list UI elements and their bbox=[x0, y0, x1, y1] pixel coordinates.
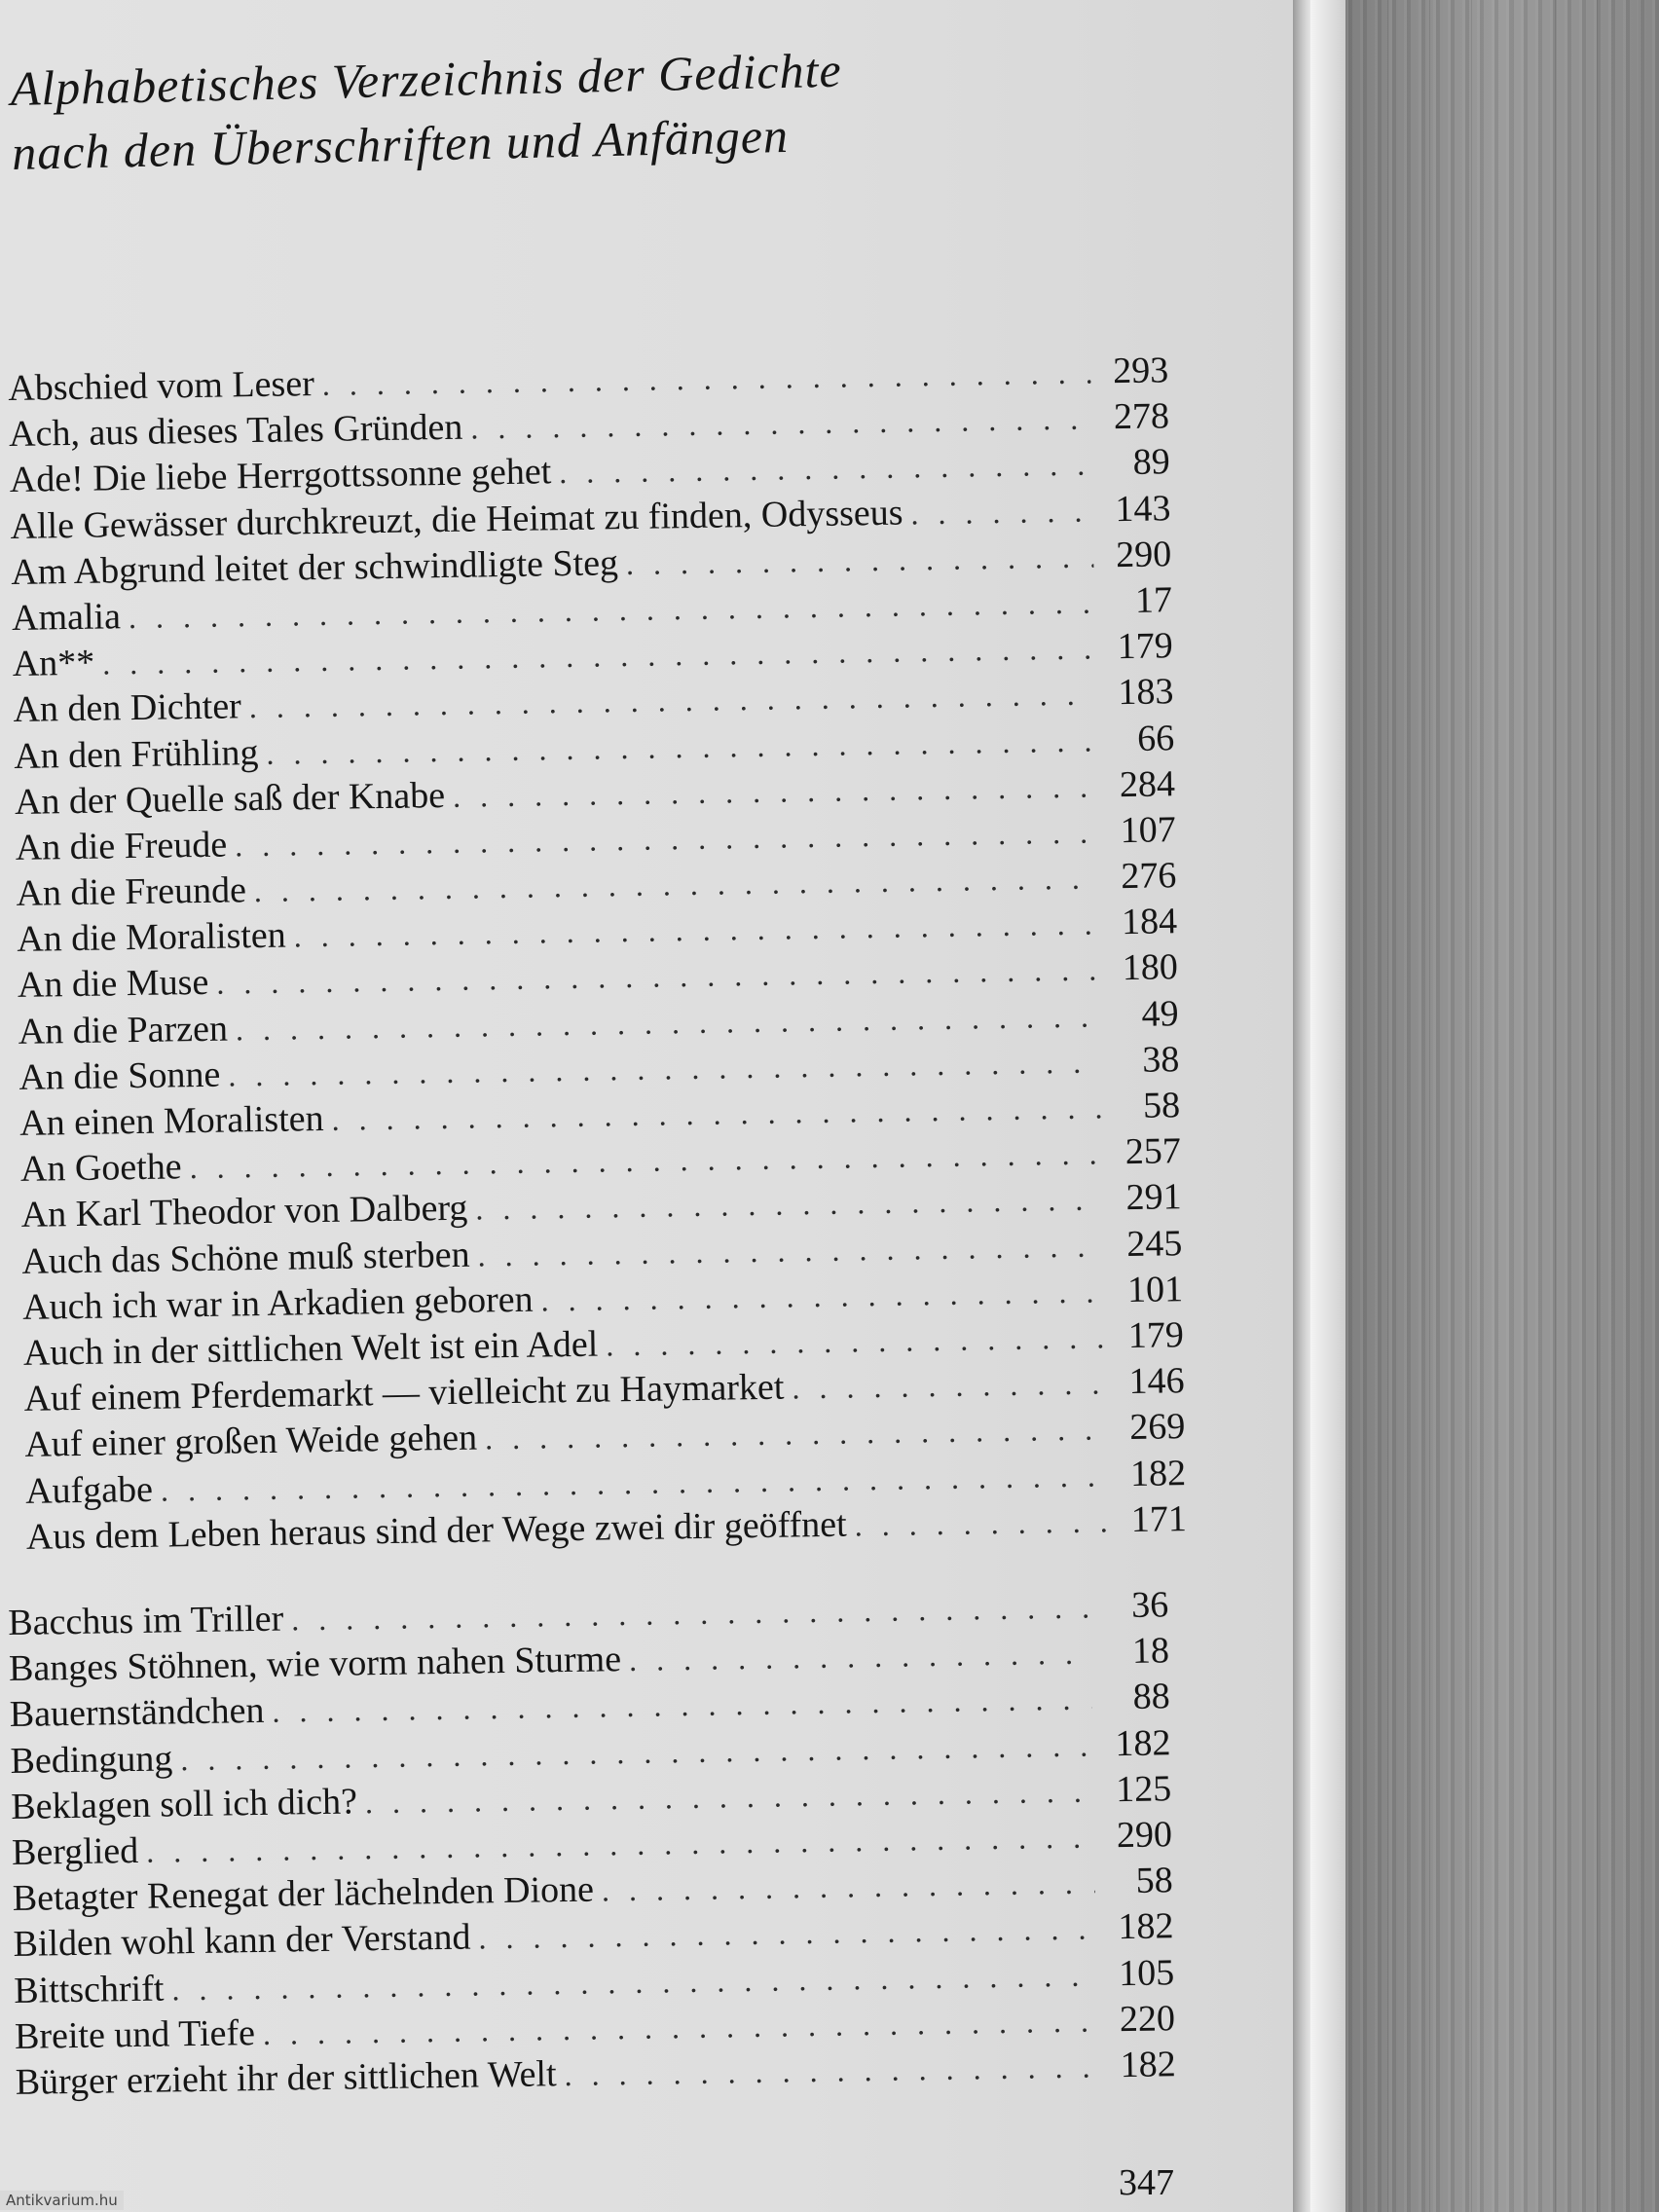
entry-page-number: 58 bbox=[1135, 1860, 1173, 1901]
entry-title: Bedingung bbox=[10, 1737, 173, 1782]
entry-title: An die Parzen bbox=[18, 1008, 229, 1052]
entry-title: An Goethe bbox=[19, 1146, 182, 1191]
entry-page-number: 107 bbox=[1120, 809, 1176, 851]
entry-title: Aus dem Leben heraus sind der Wege zwei dir geöffnet bbox=[25, 1503, 847, 1558]
dot-leader bbox=[602, 1861, 1095, 1914]
entry-page-number: 245 bbox=[1125, 1222, 1183, 1265]
entry-title: Banges Stöhnen, wie vorm nahen Sturme bbox=[8, 1639, 622, 1690]
wood-table-background bbox=[1346, 0, 1659, 2212]
entry-page-number: 105 bbox=[1118, 1951, 1175, 1994]
entry-title: Auch in der sittlichen Welt ist ein Adel bbox=[22, 1323, 599, 1374]
entry-page-number: 290 bbox=[1115, 534, 1172, 575]
entry-page-number: 66 bbox=[1136, 717, 1175, 759]
entry-title: Auf einer großen Weide gehen bbox=[24, 1417, 478, 1466]
entry-page-number: 17 bbox=[1134, 579, 1173, 621]
entry-title: An den Dichter bbox=[13, 685, 242, 731]
entry-title: Bacchus im Triller bbox=[8, 1598, 284, 1643]
entry-page-number: 290 bbox=[1116, 1814, 1173, 1857]
page-number: 347 bbox=[1119, 2162, 1174, 2203]
entry-title: Auch das Schöne muß sterben bbox=[21, 1234, 470, 1282]
entry-page-number: 183 bbox=[1118, 671, 1174, 714]
entry-title: Am Abgrund leitet der schwindligte Steg bbox=[10, 541, 619, 593]
entry-title: An die Muse bbox=[17, 962, 209, 1007]
entry-page-number: 88 bbox=[1132, 1676, 1171, 1718]
entry-page-number: 49 bbox=[1141, 992, 1179, 1035]
entry-page-number: 179 bbox=[1117, 625, 1173, 668]
entry-title: Bauernständchen bbox=[9, 1690, 265, 1736]
entry-page-number: 184 bbox=[1121, 901, 1178, 943]
entry-title: Bilden wohl kann der Verstand bbox=[13, 1916, 471, 1966]
entry-page-number: 38 bbox=[1142, 1039, 1180, 1081]
entry-title: An der Quelle saß der Knabe bbox=[14, 774, 446, 823]
entry-page-number: 257 bbox=[1124, 1130, 1182, 1173]
entry-page-number: 18 bbox=[1131, 1630, 1170, 1673]
entry-page-number: 291 bbox=[1125, 1176, 1182, 1219]
entry-title: An den Frühling bbox=[13, 731, 259, 777]
heading-line-1: Alphabetisches Verzeichnis der Gedichte bbox=[10, 42, 843, 116]
heading-line-2: nach den Überschriften und Anfängen bbox=[11, 107, 790, 180]
entry-page-number: 89 bbox=[1132, 441, 1171, 484]
entry-page-number: 293 bbox=[1112, 350, 1169, 392]
entry-title: Alle Gewässer durchkreuzt, die Heimat zu finden, Odysseus bbox=[10, 492, 903, 547]
dot-leader bbox=[792, 1361, 1107, 1412]
entry-title: Auf einem Pferdemarkt — vielleicht zu Haymarket bbox=[23, 1366, 785, 1419]
dot-leader bbox=[559, 442, 1092, 497]
entry-page-number: 284 bbox=[1119, 762, 1176, 805]
entry-page-number: 182 bbox=[1120, 2044, 1176, 2085]
facing-page-edge bbox=[1310, 0, 1346, 2212]
entry-title: Bittschrift bbox=[13, 1968, 165, 2011]
entry-title: An die Freunde bbox=[16, 869, 247, 914]
entry-page-number: 182 bbox=[1118, 1905, 1174, 1948]
entry-page-number: 171 bbox=[1130, 1497, 1188, 1540]
dot-leader bbox=[626, 534, 1094, 587]
entry-title: Betagter Renegat der lächelnden Dione bbox=[12, 1868, 595, 1920]
book-gutter bbox=[1293, 0, 1310, 2212]
entry-page-number: 276 bbox=[1121, 855, 1177, 898]
dot-leader bbox=[564, 2044, 1098, 2098]
entry-title: Breite und Tiefe bbox=[14, 2011, 256, 2057]
entry-title: Beklagen soll ich dich? bbox=[10, 1781, 358, 1827]
entry-title: Bürger erzieht ihr der sittlichen Welt bbox=[15, 2053, 557, 2103]
entry-title: An die Moralisten bbox=[16, 914, 287, 961]
entry-title: Ach, aus dieses Tales Gründen bbox=[8, 406, 463, 456]
entry-page-number: 269 bbox=[1128, 1406, 1186, 1449]
entry-page-number: 125 bbox=[1115, 1768, 1172, 1810]
entry-title: Aufgabe bbox=[24, 1468, 154, 1512]
entry-page-number: 36 bbox=[1130, 1584, 1169, 1626]
entry-title: Auch ich war in Arkadien geboren bbox=[21, 1278, 534, 1328]
entry-title: Abschied vom Leser bbox=[8, 363, 315, 409]
entry-page-number: 58 bbox=[1142, 1085, 1181, 1126]
entry-page-number: 182 bbox=[1115, 1721, 1171, 1764]
entry-title: Ade! Die liebe Herrgottssonne gehet bbox=[9, 451, 552, 501]
entry-page-number: 179 bbox=[1127, 1314, 1185, 1356]
entry-page-number: 101 bbox=[1126, 1268, 1184, 1310]
entry-page-number: 278 bbox=[1113, 395, 1170, 438]
dot-leader bbox=[629, 1631, 1092, 1684]
index-section-a bbox=[8, 348, 1187, 1560]
entry-page-number: 220 bbox=[1119, 1997, 1176, 2040]
entry-page-number: 182 bbox=[1129, 1452, 1187, 1494]
entry-title: An einen Moralisten bbox=[18, 1098, 324, 1144]
entry-title: An die Sonne bbox=[18, 1053, 221, 1098]
index-section-b bbox=[8, 1582, 1176, 2106]
watermark-text: Antikvarium.hu bbox=[0, 2191, 124, 2210]
entry-page-number: 143 bbox=[1115, 487, 1171, 530]
dot-leader bbox=[910, 488, 1093, 536]
entry-title: An Karl Theodor von Dalberg bbox=[20, 1188, 468, 1236]
entry-title: An** bbox=[12, 642, 95, 685]
dot-leader bbox=[606, 1314, 1106, 1368]
entry-title: An die Freude bbox=[15, 824, 228, 868]
entry-title: Berglied bbox=[11, 1829, 139, 1873]
entry-page-number: 146 bbox=[1128, 1360, 1185, 1403]
entry-title: Amalia bbox=[11, 596, 122, 639]
dot-leader bbox=[854, 1498, 1109, 1548]
index-heading bbox=[10, 38, 844, 185]
entry-page-number: 180 bbox=[1122, 946, 1179, 989]
